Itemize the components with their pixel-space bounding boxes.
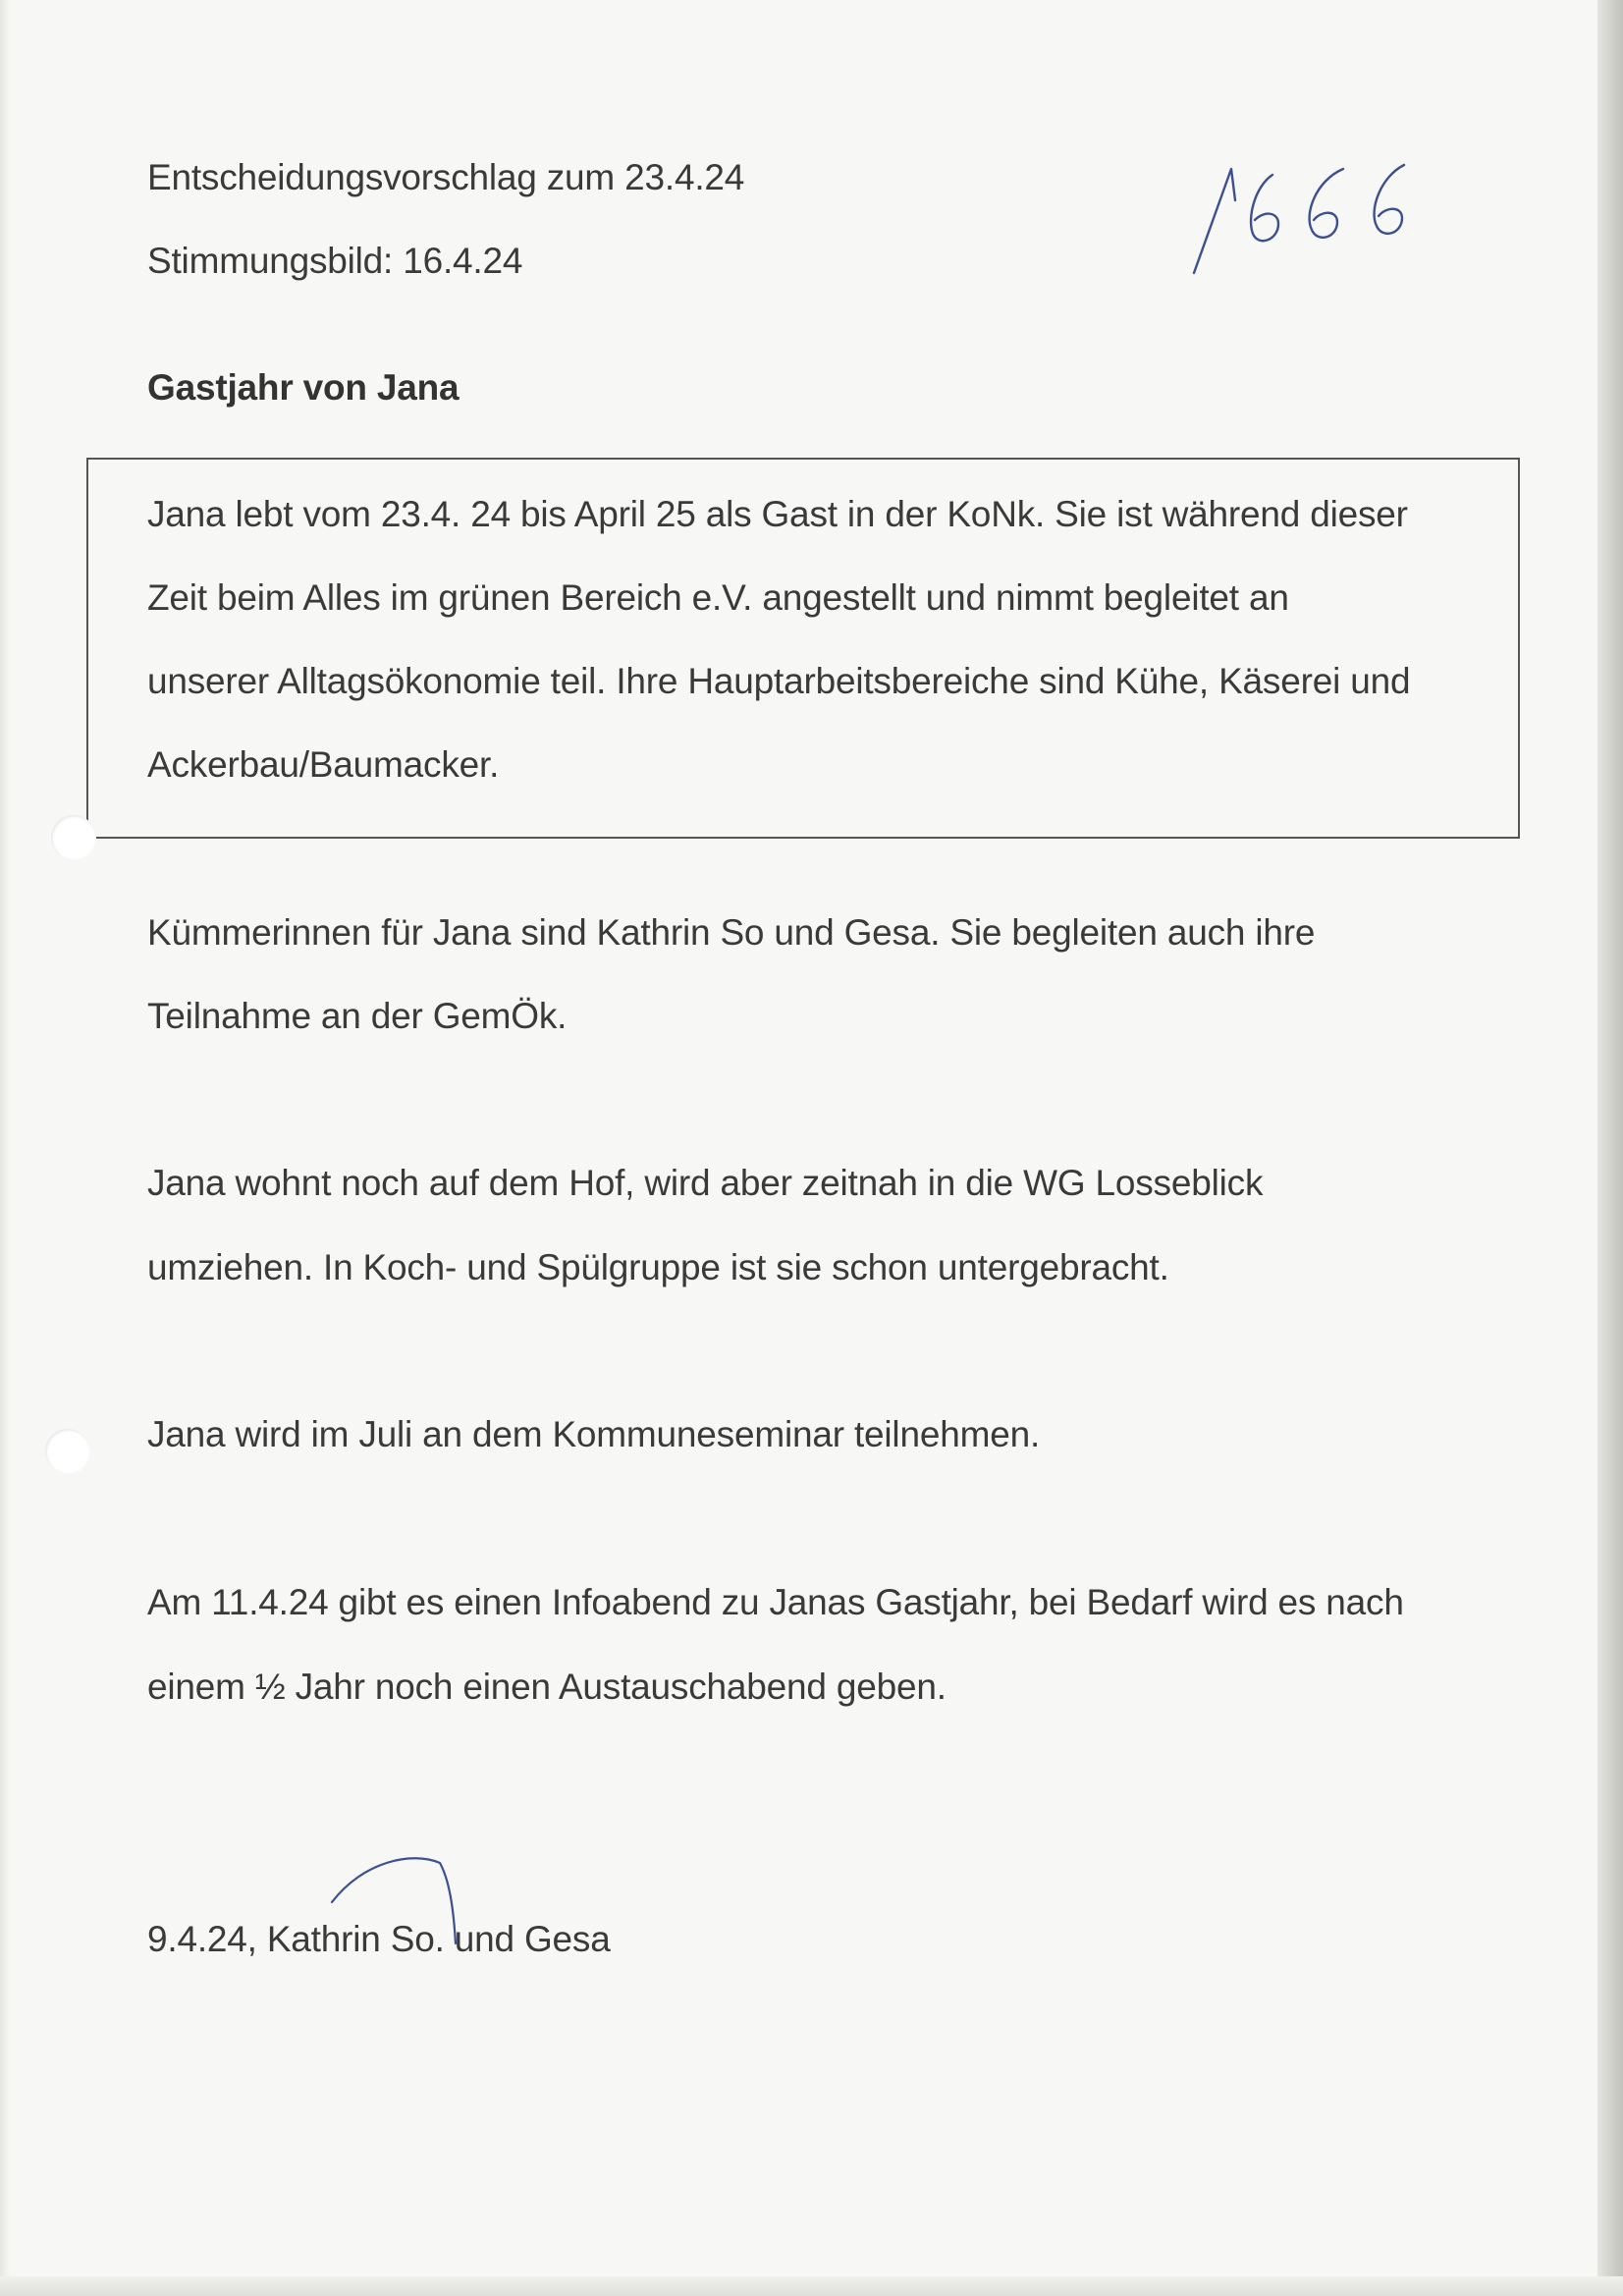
box-line: Ackerbau/Baumacker. (147, 744, 500, 785)
caretakers-line: Teilnahme an der GemÖk. (147, 996, 568, 1036)
document-title: Gastjahr von Jana (147, 367, 460, 408)
decision-date-line: Entscheidungsvorschlag zum 23.4.24 (147, 157, 745, 197)
box-line: unserer Alltagsökonomie teil. Ihre Hauptarbeitsbereiche sind Kühe, Käserei und (147, 661, 1411, 701)
bottom-paper-edge (0, 2276, 1623, 2296)
housing-line: Jana wohnt noch auf dem Hof, wird aber zeitnah in die WG Losseblick (147, 1163, 1264, 1203)
signature-line: 9.4.24, Kathrin So. und Gesa (147, 1919, 611, 1959)
seminar-line: Jana wird im Juli an dem Kommuneseminar teilnehmen. (147, 1414, 1041, 1454)
box-line: Zeit beim Alles im grünen Bereich e.V. angestellt und nimmt begleitet an (147, 577, 1289, 618)
info-evening-line: Am 11.4.24 gibt es einen Infoabend zu Janas Gastjahr, bei Bedarf wird es nach (147, 1582, 1404, 1622)
housing-line: umziehen. In Koch- und Spülgruppe ist sie schon untergebracht. (147, 1247, 1169, 1287)
punch-hole-upper (51, 815, 96, 860)
punch-hole-lower (45, 1429, 90, 1474)
caretakers-line: Kümmerinnen für Jana sind Kathrin So und Gesa. Sie begleiten auch ihre (147, 912, 1316, 953)
right-paper-edge (1597, 0, 1623, 2296)
info-evening-line: einem ½ Jahr noch einen Austauschabend geben. (147, 1667, 947, 1707)
box-line: Jana lebt vom 23.4. 24 bis April 25 als Gast in der KoNk. Sie ist während dieser (147, 494, 1408, 534)
handwritten-number-ink (1188, 157, 1414, 285)
mood-date-line: Stimmungsbild: 16.4.24 (147, 241, 523, 281)
left-paper-edge (0, 0, 10, 2296)
